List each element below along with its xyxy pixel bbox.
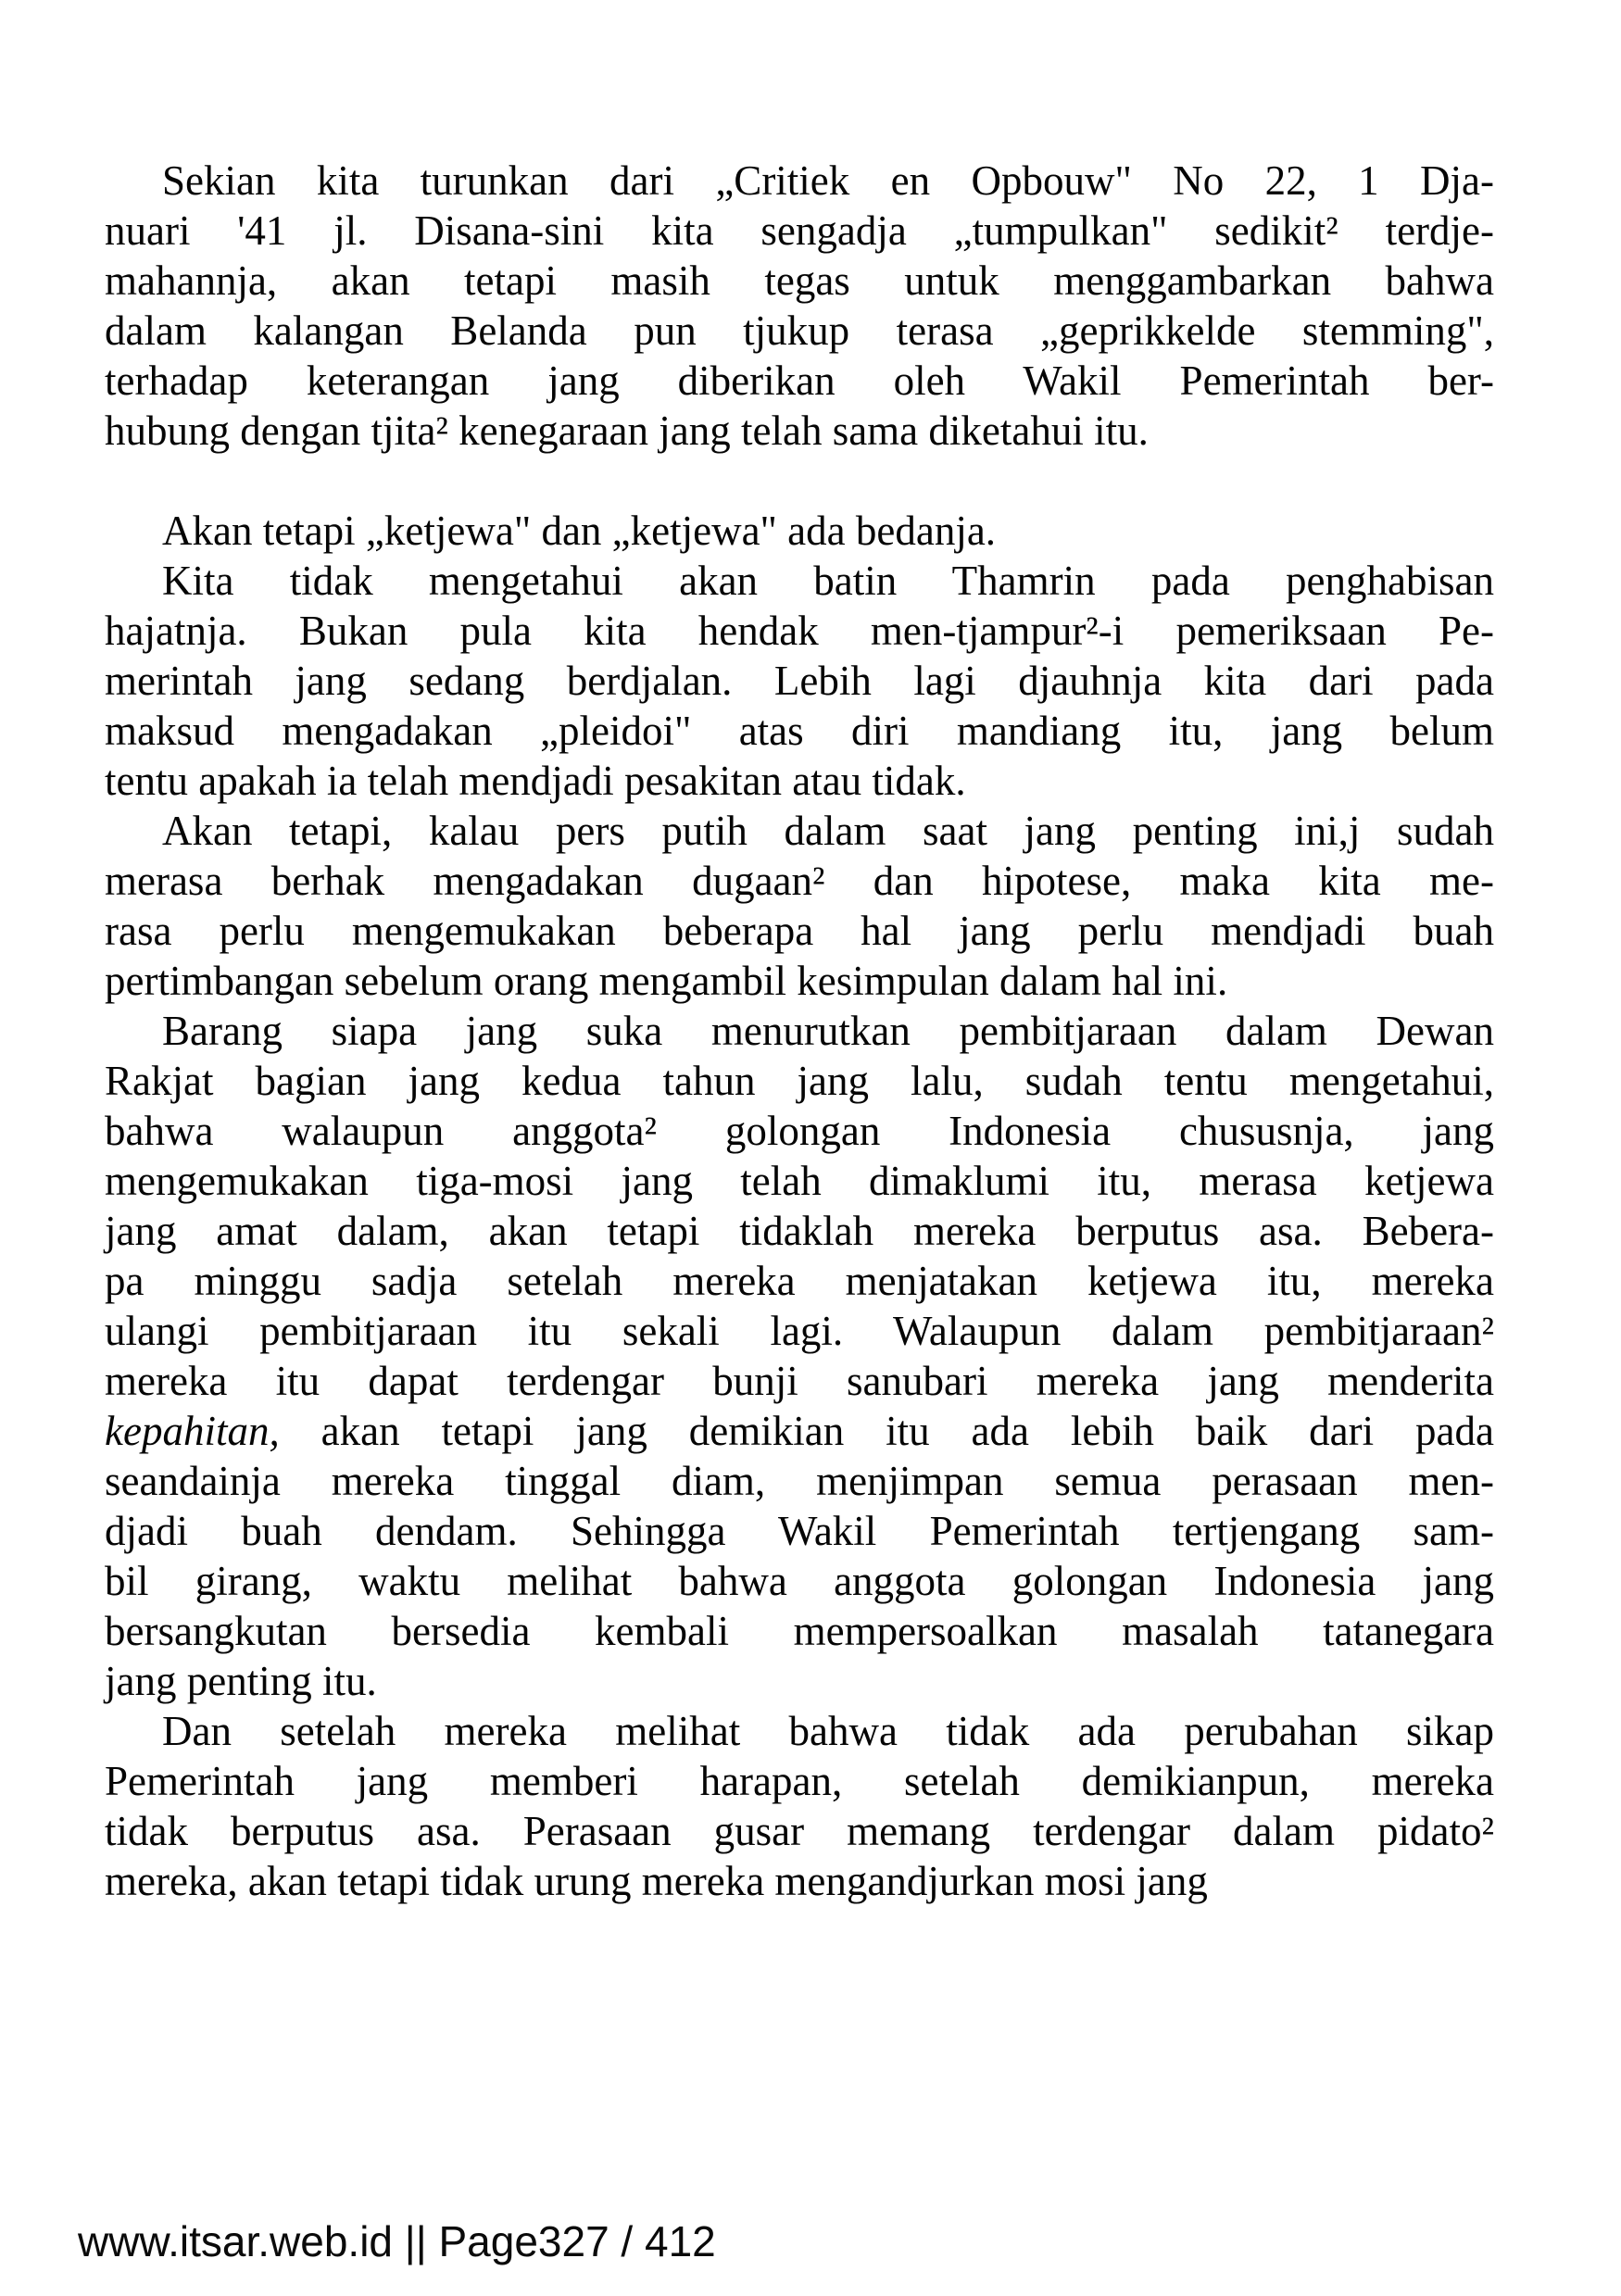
text-line: bersangkutan bersedia kembali mempersoalkan masalah tatanegara <box>105 1608 1494 1654</box>
text-line: bil girang, waktu melihat bahwa anggota golongan Indonesia jang <box>105 1558 1494 1604</box>
text-line: Sekian kita turunkan dari „Critiek en Opbouw" No 22, 1 Dja- <box>162 157 1494 204</box>
text-line: mereka, akan tetapi tidak urung mereka mengandjurkan mosi jang <box>105 1858 1208 1904</box>
text-line: mengemukakan tiga-mosi jang telah dimaklumi itu, merasa ketjewa <box>105 1158 1494 1204</box>
text-line <box>105 1406 1494 1456</box>
paragraph <box>105 506 1494 556</box>
text-line: djadi buah dendam. Sehingga Wakil Pemerintah tertjengang sam- <box>105 1508 1494 1554</box>
paragraph <box>105 1706 1494 1906</box>
text-line: mereka itu dapat terdengar bunji sanubari mereka jang menderita <box>105 1358 1494 1404</box>
text-line: bahwa walaupun anggota² golongan Indonesia chususnja, jang <box>105 1108 1494 1154</box>
text-line: nuari '41 jl. Disana-sini kita sengadja „tumpulkan" sedikit² terdje- <box>105 207 1494 254</box>
text-line: jang amat dalam, akan tetapi tidaklah mereka berputus asa. Bebera- <box>105 1208 1494 1254</box>
text-line: jang penting itu. <box>105 1658 377 1704</box>
paragraph <box>105 1006 1494 1706</box>
text-line: Dan setelah mereka melihat bahwa tidak ada perubahan sikap <box>162 1708 1494 1754</box>
text-line: rasa perlu mengemukakan beberapa hal jang perlu mendjadi buah <box>105 908 1494 954</box>
text-line: Barang siapa jang suka menurutkan pembitjaraan dalam Dewan <box>162 1008 1494 1054</box>
text-line: hajatnja. Bukan pula kita hendak men-tjampur²-i pemeriksaan Pe- <box>105 608 1494 654</box>
text-line: merasa berhak mengadakan dugaan² dan hipotese, maka kita me- <box>105 858 1494 904</box>
paragraph <box>105 556 1494 806</box>
paragraph <box>105 806 1494 1006</box>
text-line: mahannja, akan tetapi masih tegas untuk menggambarkan bahwa <box>105 257 1494 304</box>
text-line: seandainja mereka tinggal diam, menjimpan semua perasaan men- <box>105 1458 1494 1504</box>
text-line: pertimbangan sebelum orang mengambil kesimpulan dalam hal ini. <box>105 958 1228 1004</box>
text-line: dalam kalangan Belanda pun tjukup terasa „geprikkelde stemming", <box>105 307 1494 354</box>
text-line: Pemerintah jang memberi harapan, setelah demikianpun, mereka <box>105 1758 1494 1804</box>
italic-text: kepahitan, <box>105 1408 280 1454</box>
text-line: pa minggu sadja setelah mereka menjatakan ketjewa itu, mereka <box>105 1258 1494 1304</box>
text-line: terhadap keterangan jang diberikan oleh Wakil Pemerintah ber- <box>105 358 1494 404</box>
text-line: Akan tetapi, kalau pers putih dalam saat jang penting ini,j sudah <box>162 808 1494 854</box>
text-line: tidak berputus asa. Perasaan gusar memang terdengar dalam pidato² <box>105 1808 1494 1854</box>
page-footer: www.itsar.web.id || Page327 / 412 <box>78 2217 716 2265</box>
text-line: ulangi pembitjaraan itu sekali lagi. Walaupun dalam pembitjaraan² <box>105 1308 1494 1354</box>
text-line: Akan tetapi „ketjewa" dan „ketjewa" ada bedanja. <box>162 508 997 554</box>
text-line: Kita tidak mengetahui akan batin Thamrin pada penghabisan <box>162 558 1494 604</box>
text-line: Rakjat bagian jang kedua tahun jang lalu, sudah tentu mengetahui, <box>105 1058 1494 1104</box>
text-line: merintah jang sedang berdjalan. Lebih lagi djauhnja kita dari pada <box>105 658 1494 704</box>
text-line: hubung dengan tjita² kenegaraan jang telah sama diketahui itu. <box>105 408 1149 454</box>
text-block <box>105 156 1494 1906</box>
text-line: tentu apakah ia telah mendjadi pesakitan atau tidak. <box>105 758 966 804</box>
text-line: maksud mengadakan „pleidoi" atas diri mandiang itu, jang belum <box>105 708 1494 754</box>
paragraph <box>105 156 1494 456</box>
plain-text: akan tetapi jang demikian itu ada lebih baik dari pada <box>279 1408 1494 1454</box>
